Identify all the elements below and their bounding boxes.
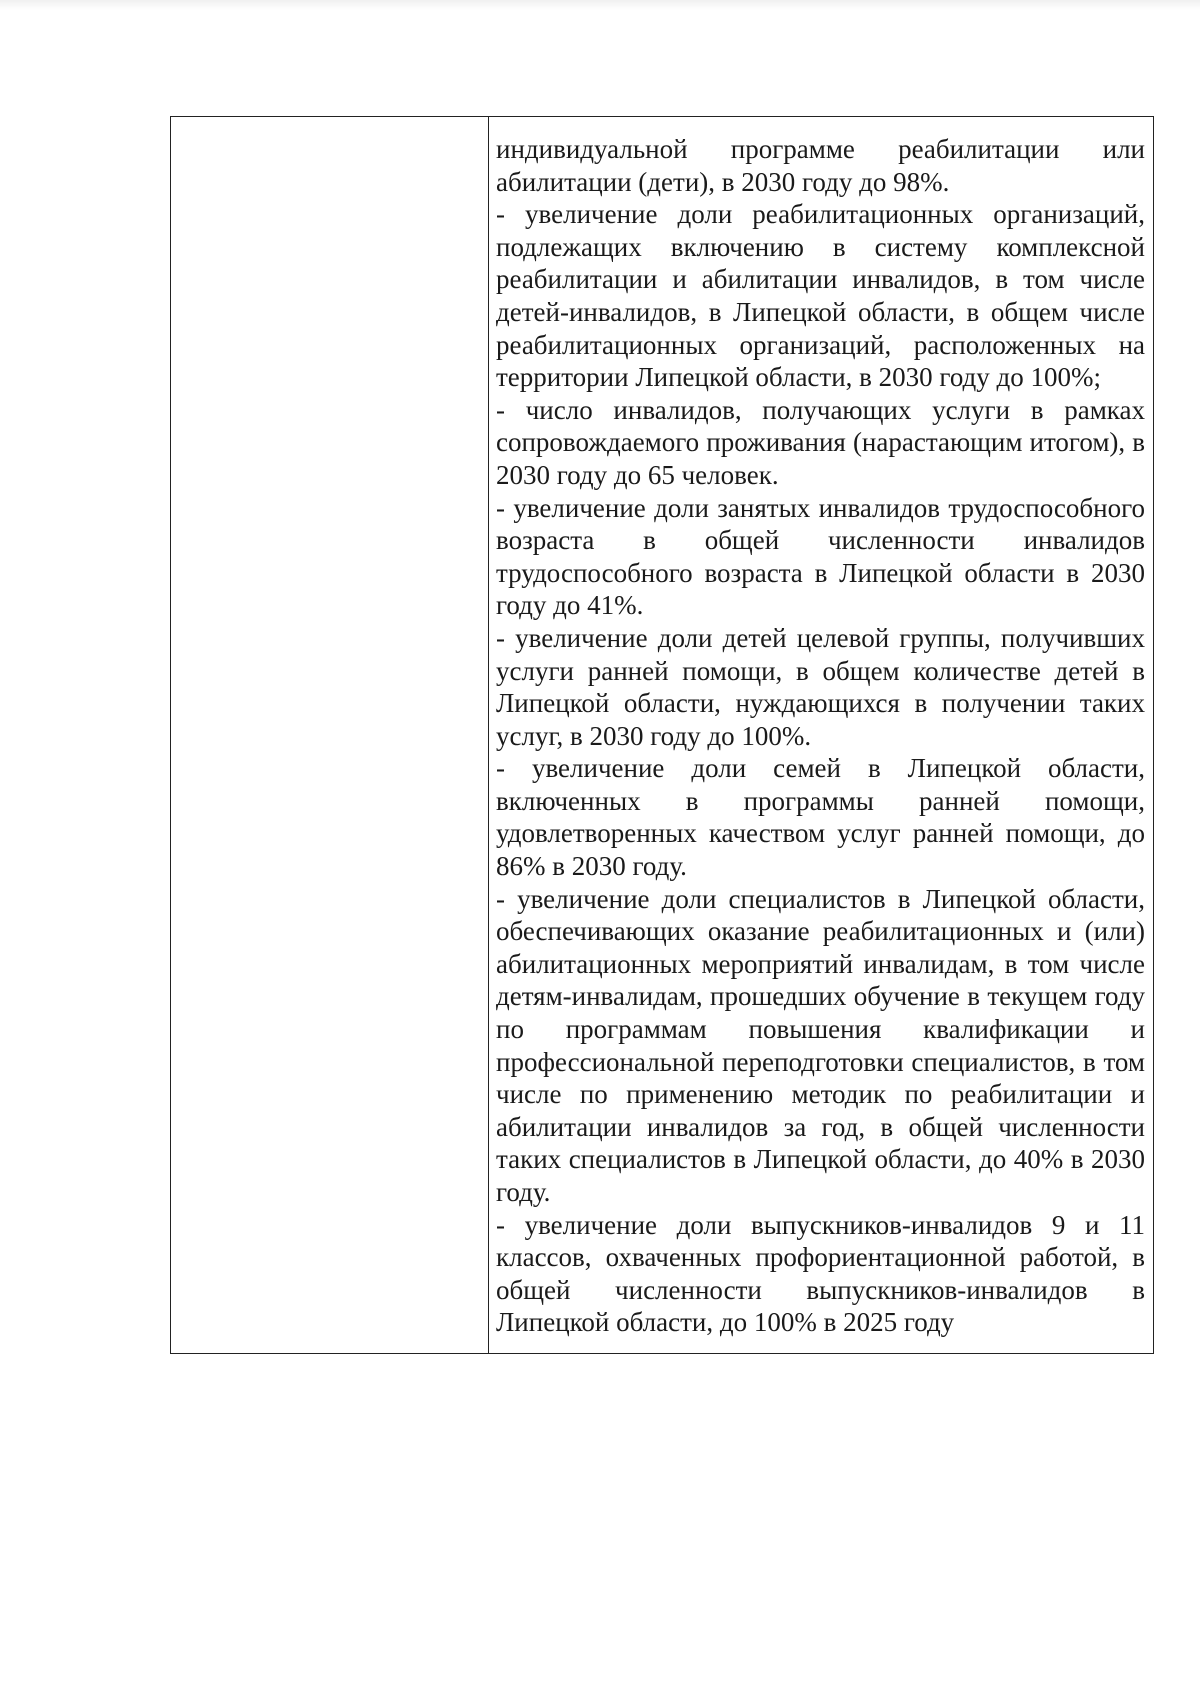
paragraph: - увеличение доли выпускников-инвалидов 9 и 11 классов, охваченных профориентационной работой, в общей численности выпускников-инвалидов в Липецкой области, до 100% в 2025 году	[496, 1209, 1145, 1338]
paragraph: - увеличение доли семей в Липецкой области, включенных в программы ранней помощи, удовлетворенных качеством услуг ранней помощи, до 86% в 2030 году.	[496, 753, 1145, 882]
scan-top-edge	[0, 0, 1200, 10]
paragraph: - увеличение доли специалистов в Липецкой области, обеспечивающих оказание реабилитационных и (или) абилитационных мероприятий инвалидам, в том числе детям-инвалидам, прошедших обучение в текущем году по программам повышения квалификации и профессиональной переподготовки специалистов, в том числе по применению методик по реабилитации и абилитации инвалидов за год, в общей численности таких специалистов в Липецкой области, до 40% в 2030 году.	[496, 883, 1145, 1207]
paragraph: индивидуальной программе реабилитации или абилитации (дети), в 2030 году до 98%.	[496, 134, 1145, 197]
document-table	[170, 116, 1154, 1354]
paragraph: - увеличение доли занятых инвалидов трудоспособного возраста в общей численности инвалидов трудоспособного возраста в Липецкой области в 2030 году до 41%.	[496, 492, 1145, 621]
table-cell-left	[171, 117, 489, 1353]
table-cell-right	[489, 117, 1153, 1353]
paragraph: - увеличение доли детей целевой группы, получивших услуги ранней помощи, в общем количестве детей в Липецкой области, нуждающихся в получении таких услуг, в 2030 году до 100%.	[496, 622, 1145, 751]
paragraph: - увеличение доли реабилитационных организаций, подлежащих включению в систему комплексной реабилитации и абилитации инвалидов, в том числе детей-инвалидов, в Липецкой области, в общем числе реабилитационных организаций, расположенных на территории Липецкой области, в 2030 году до 100%;	[496, 199, 1145, 393]
paragraph: - число инвалидов, получающих услуги в рамках сопровождаемого проживания (нарастающим итогом), в 2030 году до 65 человек.	[496, 394, 1145, 490]
